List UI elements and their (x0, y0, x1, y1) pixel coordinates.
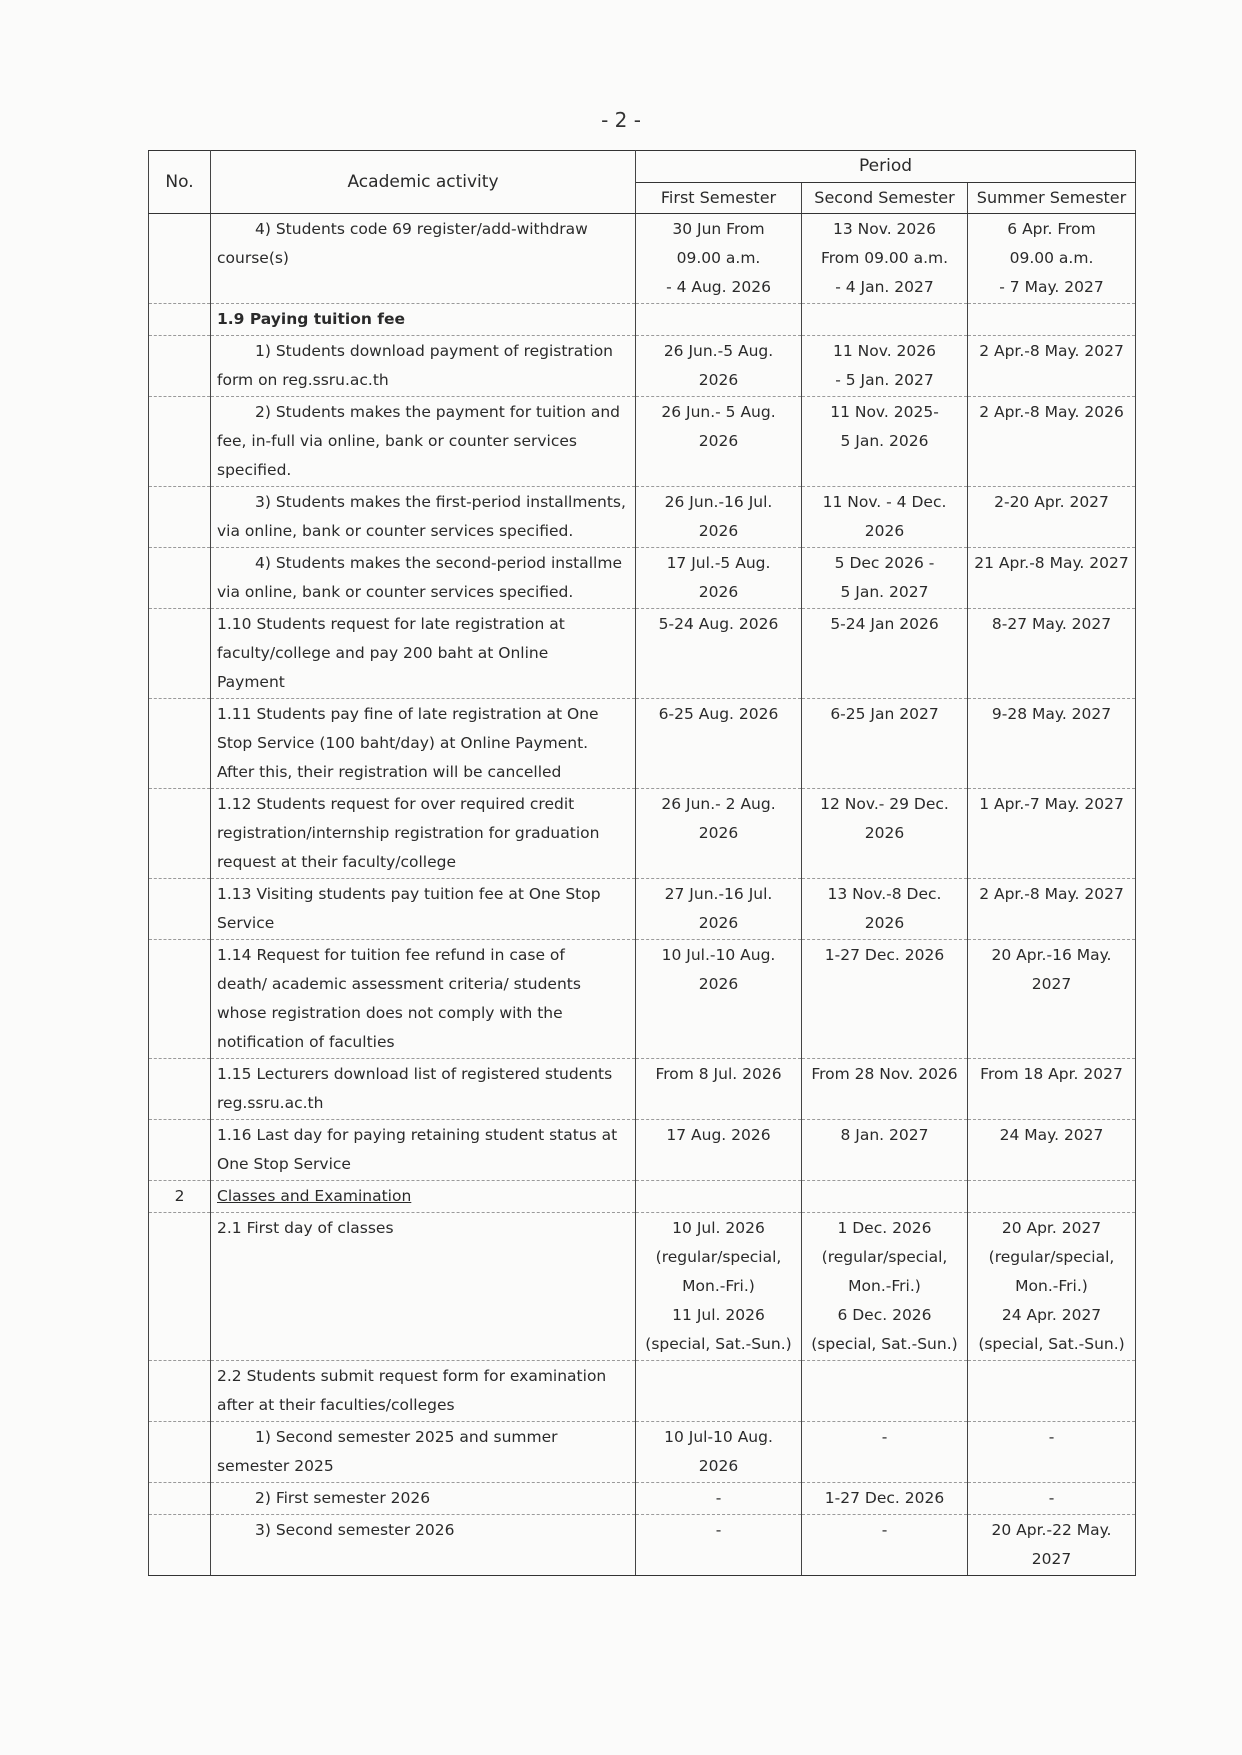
activity-cell: 3) Second semester 2026 (211, 1515, 636, 1576)
summer-semester-cell (968, 304, 1136, 336)
second-semester-cell: 8 Jan. 2027 (802, 1120, 968, 1181)
academic-calendar-table (148, 150, 1136, 1576)
table-row (149, 214, 1136, 304)
summer-semester-cell: - (968, 1483, 1136, 1515)
first-semester-cell: 10 Jul. 2026 (regular/special, Mon.-Fri.) 11 Jul. 2026 (special, Sat.-Sun.) (636, 1213, 802, 1361)
row-number (149, 879, 211, 940)
second-semester-cell: 1-27 Dec. 2026 (802, 940, 968, 1059)
table-row (149, 548, 1136, 609)
second-semester-cell: 5 Dec 2026 - 5 Jan. 2027 (802, 548, 968, 609)
summer-semester-cell: 2 Apr.-8 May. 2027 (968, 336, 1136, 397)
table-row (149, 609, 1136, 699)
activity-cell: 1) Students download payment of registration form on reg.ssru.ac.th (211, 336, 636, 397)
first-semester-cell: 27 Jun.-16 Jul. 2026 (636, 879, 802, 940)
row-number (149, 304, 211, 336)
activity-cell: 2) First semester 2026 (211, 1483, 636, 1515)
table-row (149, 879, 1136, 940)
second-semester-cell: 11 Nov. 2026 - 5 Jan. 2027 (802, 336, 968, 397)
row-number (149, 214, 211, 304)
first-semester-cell: 10 Jul.-10 Aug. 2026 (636, 940, 802, 1059)
activity-cell: 4) Students makes the second-period installme via online, bank or counter services specified. (211, 548, 636, 609)
row-number (149, 487, 211, 548)
row-number (149, 336, 211, 397)
table-row (149, 487, 1136, 548)
table-row (149, 1120, 1136, 1181)
summer-semester-cell: 8-27 May. 2027 (968, 609, 1136, 699)
second-semester-cell (802, 1181, 968, 1213)
summer-semester-cell: From 18 Apr. 2027 (968, 1059, 1136, 1120)
summer-semester-cell (968, 1361, 1136, 1422)
row-number (149, 1213, 211, 1361)
activity-cell: 2) Students makes the payment for tuition and fee, in-full via online, bank or counter services specified. (211, 397, 636, 487)
row-number (149, 1422, 211, 1483)
activity-cell: 1.16 Last day for paying retaining student status at One Stop Service (211, 1120, 636, 1181)
summer-semester-cell: 20 Apr. 2027 (regular/special, Mon.-Fri.) 24 Apr. 2027 (special, Sat.-Sun.) (968, 1213, 1136, 1361)
second-semester-cell: 1-27 Dec. 2026 (802, 1483, 968, 1515)
activity-cell: 1.12 Students request for over required credit registration/internship registration for graduation request at their faculty/college (211, 789, 636, 879)
first-semester-cell: From 8 Jul. 2026 (636, 1059, 802, 1120)
table-row (149, 336, 1136, 397)
activity-cell: Classes and Examination (211, 1181, 636, 1213)
activity-cell: 2.1 First day of classes (211, 1213, 636, 1361)
summer-semester-cell: 2 Apr.-8 May. 2026 (968, 397, 1136, 487)
summer-semester-cell: - (968, 1422, 1136, 1483)
table-row (149, 699, 1136, 789)
activity-cell: 3) Students makes the first-period installments, via online, bank or counter services specified. (211, 487, 636, 548)
activity-cell: 2.2 Students submit request form for examination after at their faculties/colleges (211, 1361, 636, 1422)
activity-cell: 1.14 Request for tuition fee refund in case of death/ academic assessment criteria/ students whose registration does not comply with the notification of faculties (211, 940, 636, 1059)
first-semester-cell (636, 304, 802, 336)
second-semester-cell: From 28 Nov. 2026 (802, 1059, 968, 1120)
row-number (149, 699, 211, 789)
header-no: No. (149, 151, 211, 214)
table-row (149, 1181, 1136, 1213)
table-row (149, 397, 1136, 487)
first-semester-cell (636, 1361, 802, 1422)
first-semester-cell: 10 Jul-10 Aug. 2026 (636, 1422, 802, 1483)
second-semester-cell: - (802, 1422, 968, 1483)
page-number: - 2 - (601, 108, 641, 132)
table-body (149, 214, 1136, 1576)
row-number (149, 548, 211, 609)
first-semester-cell: 30 Jun From 09.00 a.m. - 4 Aug. 2026 (636, 214, 802, 304)
row-number (149, 789, 211, 879)
row-number (149, 1120, 211, 1181)
header-summer-semester: Summer Semester (968, 183, 1136, 214)
summer-semester-cell: 20 Apr.-22 May. 2027 (968, 1515, 1136, 1576)
summer-semester-cell (968, 1181, 1136, 1213)
header-period: Period (636, 151, 1136, 183)
second-semester-cell: 5-24 Jan 2026 (802, 609, 968, 699)
second-semester-cell (802, 1361, 968, 1422)
table-row (149, 1483, 1136, 1515)
activity-cell: 1.11 Students pay fine of late registration at One Stop Service (100 baht/day) at Online Payment. After this, their registration will be cancelled (211, 699, 636, 789)
activity-cell: 1.15 Lecturers download list of registered students reg.ssru.ac.th (211, 1059, 636, 1120)
row-number (149, 397, 211, 487)
table-row (149, 1059, 1136, 1120)
activity-cell: 1) Second semester 2025 and summer semester 2025 (211, 1422, 636, 1483)
summer-semester-cell: 24 May. 2027 (968, 1120, 1136, 1181)
header-second-semester: Second Semester (802, 183, 968, 214)
first-semester-cell: 17 Jul.-5 Aug. 2026 (636, 548, 802, 609)
second-semester-cell: 11 Nov. 2025- 5 Jan. 2026 (802, 397, 968, 487)
row-number: 2 (149, 1181, 211, 1213)
first-semester-cell: - (636, 1483, 802, 1515)
first-semester-cell: 5-24 Aug. 2026 (636, 609, 802, 699)
activity-cell: 4) Students code 69 register/add-withdraw course(s) (211, 214, 636, 304)
first-semester-cell: 26 Jun.-16 Jul. 2026 (636, 487, 802, 548)
table-row (149, 304, 1136, 336)
header-activity: Academic activity (211, 151, 636, 214)
table-row (149, 1361, 1136, 1422)
row-number (149, 1483, 211, 1515)
activity-cell: 1.9 Paying tuition fee (211, 304, 636, 336)
header-first-semester: First Semester (636, 183, 802, 214)
summer-semester-cell: 21 Apr.-8 May. 2027 (968, 548, 1136, 609)
first-semester-cell: 26 Jun.- 2 Aug. 2026 (636, 789, 802, 879)
row-number (149, 609, 211, 699)
summer-semester-cell: 9-28 May. 2027 (968, 699, 1136, 789)
second-semester-cell: 13 Nov. 2026 From 09.00 a.m. - 4 Jan. 2027 (802, 214, 968, 304)
summer-semester-cell: 1 Apr.-7 May. 2027 (968, 789, 1136, 879)
second-semester-cell: 11 Nov. - 4 Dec. 2026 (802, 487, 968, 548)
summer-semester-cell: 20 Apr.-16 May. 2027 (968, 940, 1136, 1059)
summer-semester-cell: 2-20 Apr. 2027 (968, 487, 1136, 548)
row-number (149, 1515, 211, 1576)
table-row (149, 940, 1136, 1059)
second-semester-cell (802, 304, 968, 336)
row-number (149, 1361, 211, 1422)
first-semester-cell: 17 Aug. 2026 (636, 1120, 802, 1181)
second-semester-cell: - (802, 1515, 968, 1576)
first-semester-cell: 26 Jun.- 5 Aug. 2026 (636, 397, 802, 487)
table-row (149, 1515, 1136, 1576)
table-row (149, 1213, 1136, 1361)
first-semester-cell: 6-25 Aug. 2026 (636, 699, 802, 789)
activity-cell: 1.10 Students request for late registration at faculty/college and pay 200 baht at Online Payment (211, 609, 636, 699)
row-number (149, 940, 211, 1059)
first-semester-cell: - (636, 1515, 802, 1576)
summer-semester-cell: 2 Apr.-8 May. 2027 (968, 879, 1136, 940)
table-row (149, 1422, 1136, 1483)
summer-semester-cell: 6 Apr. From 09.00 a.m. - 7 May. 2027 (968, 214, 1136, 304)
second-semester-cell: 1 Dec. 2026 (regular/special, Mon.-Fri.) 6 Dec. 2026 (special, Sat.-Sun.) (802, 1213, 968, 1361)
table-row (149, 789, 1136, 879)
first-semester-cell: 26 Jun.-5 Aug. 2026 (636, 336, 802, 397)
first-semester-cell (636, 1181, 802, 1213)
second-semester-cell: 12 Nov.- 29 Dec. 2026 (802, 789, 968, 879)
row-number (149, 1059, 211, 1120)
second-semester-cell: 13 Nov.-8 Dec. 2026 (802, 879, 968, 940)
second-semester-cell: 6-25 Jan 2027 (802, 699, 968, 789)
activity-cell: 1.13 Visiting students pay tuition fee at One Stop Service (211, 879, 636, 940)
